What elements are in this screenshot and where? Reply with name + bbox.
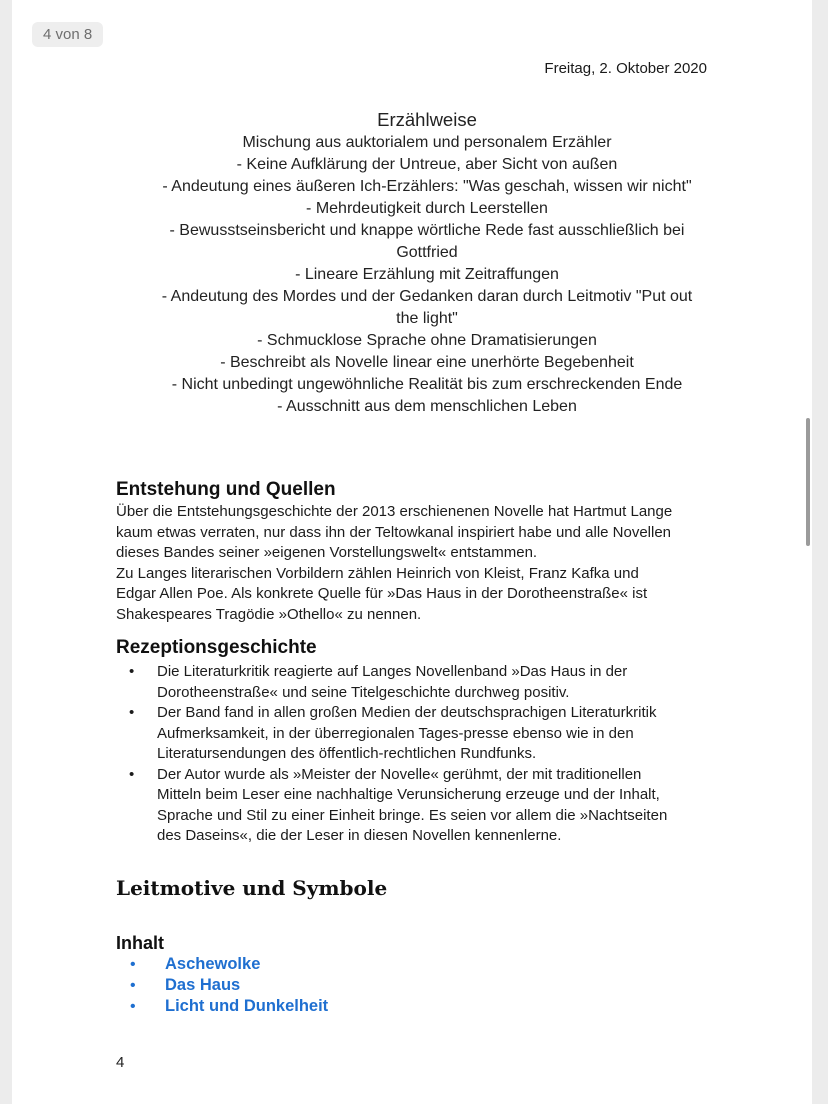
erzaehlweise-line: - Beschreibt als Novelle linear eine unerhörte Begebenheit	[220, 354, 634, 371]
entstehung-line: Shakespeares Tragödie »Othello« zu nennen.	[116, 605, 422, 623]
erzaehlweise-line: - Mehrdeutigkeit durch Leerstellen	[306, 200, 548, 217]
list-item-line: des Daseins«, die der Leser in diesen Novellen kennenlerne.	[157, 827, 562, 844]
list-item-line: Literatursendungen des öffentlich-rechtlichen Rundfunks.	[157, 745, 537, 762]
list-item	[116, 975, 328, 996]
list-item	[116, 996, 328, 1017]
entstehung-heading: Entstehung und Quellen	[116, 479, 336, 500]
entstehung-line: Edgar Allen Poe. Als konkrete Quelle für »Das Haus in der Dorotheenstraße« ist	[116, 585, 648, 602]
list-item-line: Der Autor wurde als »Meister der Novelle« gerühmt, der mit traditionellen	[157, 765, 642, 783]
bullet-marker: •	[130, 956, 136, 973]
rezeption-list	[116, 662, 667, 847]
list-item	[116, 765, 667, 847]
bullet-marker: •	[129, 704, 135, 721]
document-page	[12, 0, 812, 1104]
entstehung-line: dieses Bandes seiner »eigenen Vorstellungswelt« entstammen.	[116, 544, 538, 561]
erzaehlweise-line: - Andeutung des Mordes und der Gedanken daran durch Leitmotiv "Put out	[161, 288, 693, 305]
list-item	[116, 662, 667, 703]
inhalt-title: Inhalt	[116, 933, 164, 953]
erzaehlweise-section	[112, 108, 742, 418]
erzaehlweise-title: Erzählweise	[377, 109, 477, 130]
erzaehlweise-line: - Bewusstseinsbericht und knappe wörtliche Rede fast ausschließlich bei	[169, 222, 685, 239]
leitmotive-heading: Leitmotive und Symbole	[116, 876, 388, 900]
erzaehlweise-line: - Keine Aufklärung der Untreue, aber Sicht von außen	[236, 156, 618, 173]
entstehung-section	[116, 478, 672, 625]
scrollbar-thumb[interactable]	[806, 418, 810, 546]
entstehung-line: kaum etwas verraten, nur dass ihn der Teltowkanal inspiriert habe und alle Novellen	[116, 523, 672, 541]
entstehung-body	[116, 502, 672, 625]
list-item-line: Sprache und Stil zu einer Einheit bringe. Es seien vor allem die »Nachtseiten	[157, 806, 668, 824]
list-item	[116, 954, 328, 975]
erzaehlweise-line: Gottfried	[396, 244, 458, 261]
bullet-marker: •	[130, 998, 136, 1015]
list-item-line: Die Literaturkritik reagierte auf Langes Novellenband »Das Haus in der	[157, 663, 628, 680]
inhalt-section	[116, 932, 328, 1017]
erzaehlweise-line: - Lineare Erzählung mit Zeitraffungen	[295, 266, 559, 283]
rezeption-section	[116, 636, 667, 847]
erzaehlweise-lines	[112, 132, 742, 418]
list-item-line: Der Band fand in allen großen Medien der deutschsprachigen Literaturkritik	[157, 704, 657, 721]
erzaehlweise-line: the light"	[396, 310, 458, 327]
list-item-line: Aufmerksamkeit, in der überregionalen Tages-presse ebenso wie in den	[157, 724, 634, 742]
bullet-marker: •	[129, 663, 135, 680]
list-item	[116, 703, 667, 765]
page-indicator: 4 von 8	[32, 22, 103, 47]
erzaehlweise-line: - Nicht unbedingt ungewöhnliche Realität bis zum erschreckenden Ende	[171, 376, 683, 393]
bullet-marker: •	[129, 765, 135, 783]
page-number: 4	[116, 1054, 125, 1071]
entstehung-line: Über die Entstehungsgeschichte der 2013 erschienenen Novelle hat Hartmut Lange	[116, 503, 673, 520]
bullet-marker: •	[130, 977, 136, 994]
erzaehlweise-line: - Schmucklose Sprache ohne Dramatisierungen	[257, 332, 597, 349]
inhalt-link-list	[116, 954, 328, 1017]
link-aschewolke[interactable]: Aschewolke	[165, 955, 261, 973]
erzaehlweise-line: - Andeutung eines äußeren Ich-Erzählers: "Was geschah, wissen wir nicht"	[162, 178, 692, 195]
list-item-line: Mitteln beim Leser eine nachhaltige Verunsicherung erzeuge und der Inhalt,	[157, 786, 660, 803]
rezeption-heading: Rezeptionsgeschichte	[116, 637, 317, 658]
entstehung-line: Zu Langes literarischen Vorbildern zählen Heinrich von Kleist, Franz Kafka und	[116, 564, 639, 582]
erzaehlweise-line: - Ausschnitt aus dem menschlichen Leben	[277, 398, 577, 415]
link-das-haus[interactable]: Das Haus	[165, 976, 241, 994]
link-licht-und-dunkelheit[interactable]: Licht und Dunkelheit	[165, 997, 329, 1015]
erzaehlweise-line: Mischung aus auktorialem und personalem Erzähler	[242, 134, 612, 151]
document-date: Freitag, 2. Oktober 2020	[544, 60, 707, 77]
list-item-line: Dorotheenstraße« und seine Titelgeschichte durchweg positiv.	[157, 683, 570, 701]
